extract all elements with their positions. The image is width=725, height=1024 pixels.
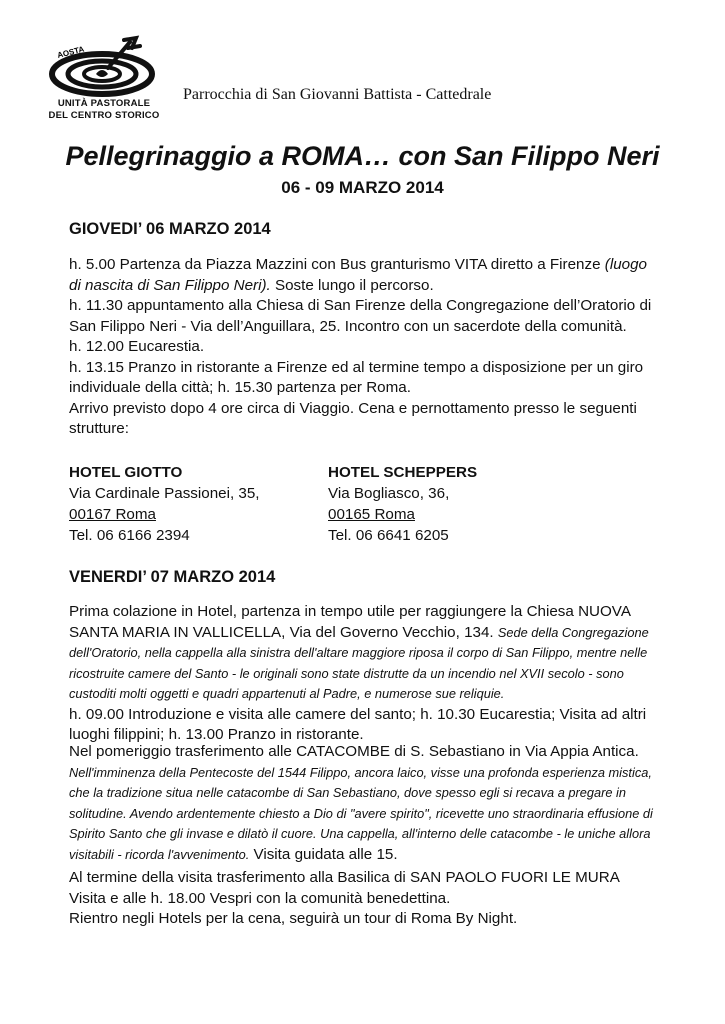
day1-line5: Arrivo previsto dopo 4 ore circa di Viaggio. Cena e pernottamento presso le seguenti strutture: xyxy=(69,399,637,437)
day2-afternoon xyxy=(69,742,659,865)
day2-p3b: Visita e alle h. 18.00 Vespri con la comunità benedettina. xyxy=(69,889,451,907)
day2-p2: Nel pomeriggio trasferimento alle CATACOMBE di S. Sebastiano in Via Appia Antica. xyxy=(69,743,639,760)
day1-line1: h. 5.00 Partenza da Piazza Mazzini con Bus granturismo VITA diretto a Firenze xyxy=(69,256,601,273)
day2-evening xyxy=(69,868,659,930)
logo-line-1: UNITÀ PASTORALE xyxy=(57,98,151,109)
day1-line2: h. 11.30 appuntamento alla Chiesa di San Firenze della Congregazione dell’Oratorio di San Filippo Neri - Via dell’Anguillara, 25. Incontro con un sacerdote della comunità. xyxy=(69,297,652,335)
hotel-phone: Tel. 06 6641 6205 xyxy=(328,527,449,544)
day1-line4: h. 13.15 Pranzo in ristorante a Firenze ed al termine tempo a disposizione per un giro individuale della città; h. 15.30 partenza per Roma. xyxy=(69,358,644,396)
page-title: Pellegrinaggio a ROMA… con San Filippo Neri xyxy=(65,141,660,171)
day1-line1-end: Soste lungo il percorso. xyxy=(274,276,434,294)
hotel-name: HOTEL GIOTTO xyxy=(69,464,183,481)
day2-p1-italic: Sede della Congregazione dell'Oratorio, nella cappella alla sinistra dell'altare maggiore riposa il corpo di San Filippo, mentre nelle ricostruite camere del Santo - le originali sono state distrutte da un incendio nel XVII secolo - sono custoditi molti oggetti e quadri appartenuti al Padre, e numerose sue reliquie. xyxy=(69,624,649,701)
day1-schedule xyxy=(69,255,659,440)
hotel-phone: Tel. 06 6166 2394 xyxy=(69,527,190,544)
day2-heading: VENERDI’ 07 MARZO 2014 xyxy=(69,568,276,586)
logo-city: AOSTA xyxy=(56,44,86,60)
target-logo-icon xyxy=(48,34,160,100)
hotel-giotto xyxy=(69,462,260,546)
hotel-city: 00165 Roma xyxy=(328,506,415,523)
parish-name: Parrocchia di San Giovanni Battista - Cattedrale xyxy=(183,86,492,103)
logo-line-2: DEL CENTRO STORICO xyxy=(48,110,160,121)
day2-p1: Prima colazione in Hotel, partenza in tempo utile per raggiungere la Chiesa NUOVA SANTA MARIA IN VALLICELLA, Via del Governo Vecchio, 134. xyxy=(69,603,631,641)
day2-p2-end: Visita guidata alle 15. xyxy=(253,845,398,863)
hotel-name: HOTEL SCHEPPERS xyxy=(328,464,478,481)
hotel-street: Via Bogliasco, 36, xyxy=(328,485,450,502)
day2-p3a: Al termine della visita trasferimento alla Basilica di SAN PAOLO FUORI LE MURA xyxy=(69,869,620,886)
day1-line3: h. 12.00 Eucarestia. xyxy=(69,338,205,355)
day1-line1-italic: (luogo di nascita di San Filippo Neri). xyxy=(69,256,647,294)
hotel-city: 00167 Roma xyxy=(69,506,156,523)
day2-morning xyxy=(69,602,659,746)
day2-p2-italic: Nell'imminenza della Pentecoste del 1544 Filippo, ancora laico, visse una profonda esperienza mistica, che la tradizione situa nelle catacombe di San Sebastiano, dove spesso egli si recava a pregare in solitudine. Avendo ardentemente chiesto a Dio di "avere spirito", ricevette uno straordinaria effusione di Spirito Santo che gli invase e dilatò il cuore. Una cappella, all'interno delle catacombe - le uniche allora visitabili - ricorda l'avvenimento. xyxy=(69,764,653,862)
hotel-scheppers xyxy=(328,462,477,546)
trip-dates: 06 - 09 MARZO 2014 xyxy=(281,178,444,197)
parish-logo xyxy=(48,34,160,126)
day2-p1-end: h. 09.00 Introduzione e visita alle camere del santo; h. 10.30 Eucarestia; Visita ad altri luoghi filippini; h. 13.00 Pranzo in ristorante. xyxy=(69,705,647,743)
day1-heading: GIOVEDI’ 06 MARZO 2014 xyxy=(69,220,271,238)
hotel-street: Via Cardinale Passionei, 35, xyxy=(69,485,260,502)
day2-p3c: Rientro negli Hotels per la cena, seguirà un tour di Roma By Night. xyxy=(69,910,518,927)
